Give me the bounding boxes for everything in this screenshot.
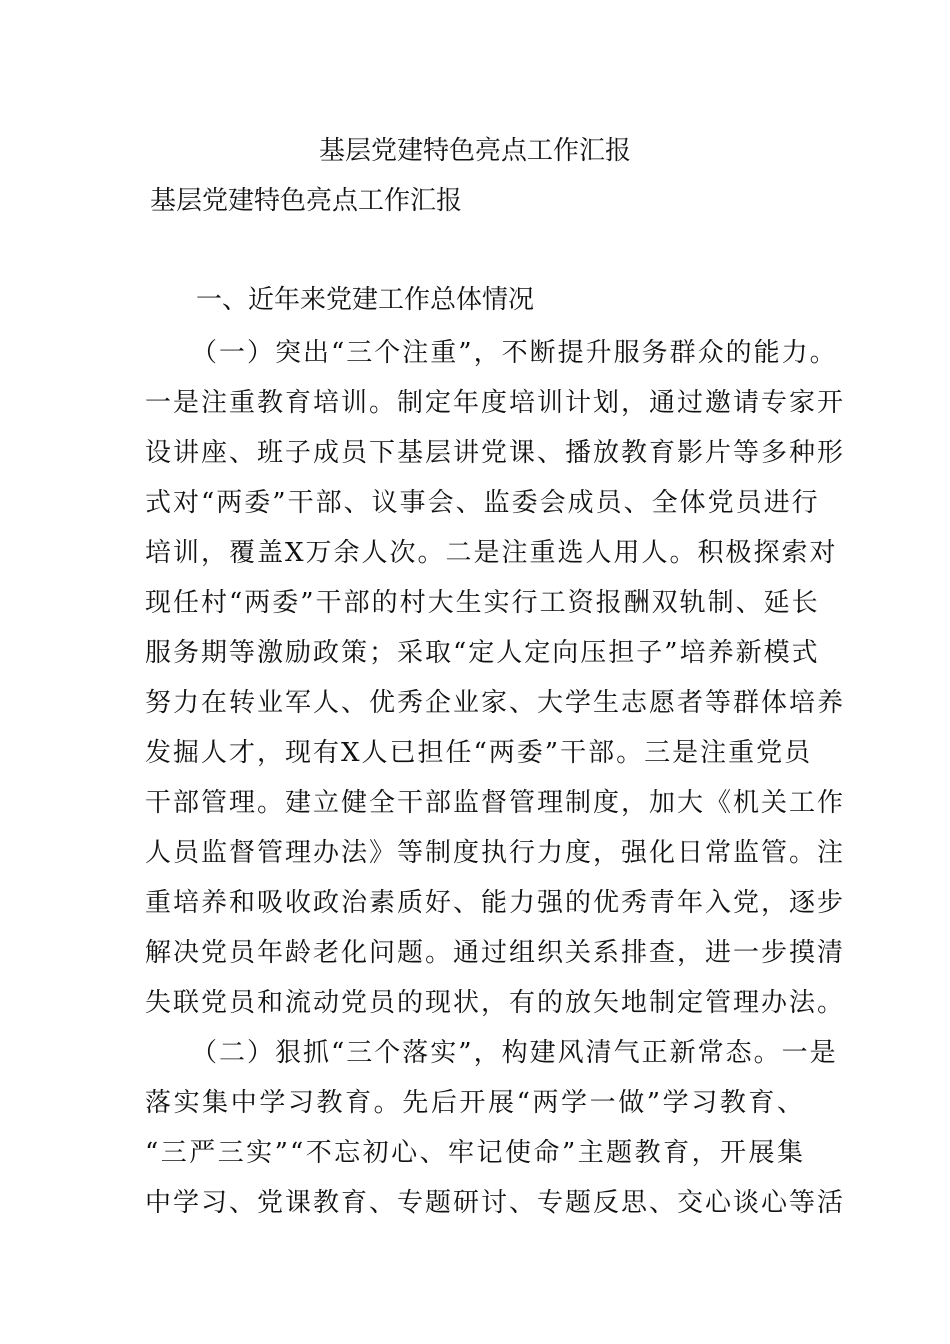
paragraph-line: 现任村“两委”干部的村大生实行工资报酬双轨制、延长 — [145, 588, 820, 618]
paragraph-line: 人员监督管理办法》等制度执行力度，强化日常监管。注 — [145, 838, 846, 868]
paragraph-1 — [145, 328, 846, 1028]
paragraph-line: 落实集中学习教育。先后开展“两学一做”学习教育、 — [145, 1088, 805, 1118]
paragraph-line: 式对“两委”干部、议事会、监委会成员、全体党员进行 — [145, 488, 820, 518]
paragraph-line: 努力在转业军人、优秀企业家、大学生志愿者等群体培养 — [145, 688, 846, 718]
paragraph-line: 设讲座、班子成员下基层讲党课、播放教育影片等多种形 — [145, 438, 846, 468]
paragraph-line: 解决党员年龄老化问题。通过组织关系排查，进一步摸清 — [145, 938, 846, 968]
document-title: 基层党建特色亮点工作汇报 — [318, 136, 631, 166]
paragraph-2 — [145, 1028, 846, 1228]
paragraph-line: （二）狠抓“三个落实”，构建风清气正新常态。一是 — [191, 1038, 838, 1068]
paragraph-line: 服务期等激励政策；采取“定人定向压担子”培养新模式 — [145, 638, 820, 668]
paragraph-line: （一）突出“三个注重”，不断提升服务群众的能力。 — [191, 338, 838, 368]
paragraph-line: “三严三实”“不忘初心、牢记使命”主题教育，开展集 — [145, 1138, 805, 1168]
paragraph-line: 重培养和吸收政治素质好、能力强的优秀青年入党，逐步 — [145, 888, 846, 918]
paragraph-line: 失联党员和流动党员的现状，有的放矢地制定管理办法。 — [145, 988, 846, 1018]
paragraph-line: 干部管理。建立健全干部监督管理制度，加大《机关工作 — [145, 788, 846, 818]
document-subtitle: 基层党建特色亮点工作汇报 — [150, 186, 463, 216]
paragraph-line: 中学习、党课教育、专题研讨、专题反思、交心谈心等活 — [145, 1188, 846, 1218]
section-heading: 一、近年来党建工作总体情况 — [196, 285, 535, 315]
paragraph-line: 发掘人才，现有X人已担任“两委”干部。三是注重党员 — [145, 738, 813, 768]
paragraph-line: 培训，覆盖X万余人次。二是注重选人用人。积极探索对 — [145, 538, 838, 568]
paragraph-line: 一是注重教育培训。制定年度培训计划，通过邀请专家开 — [145, 388, 846, 418]
